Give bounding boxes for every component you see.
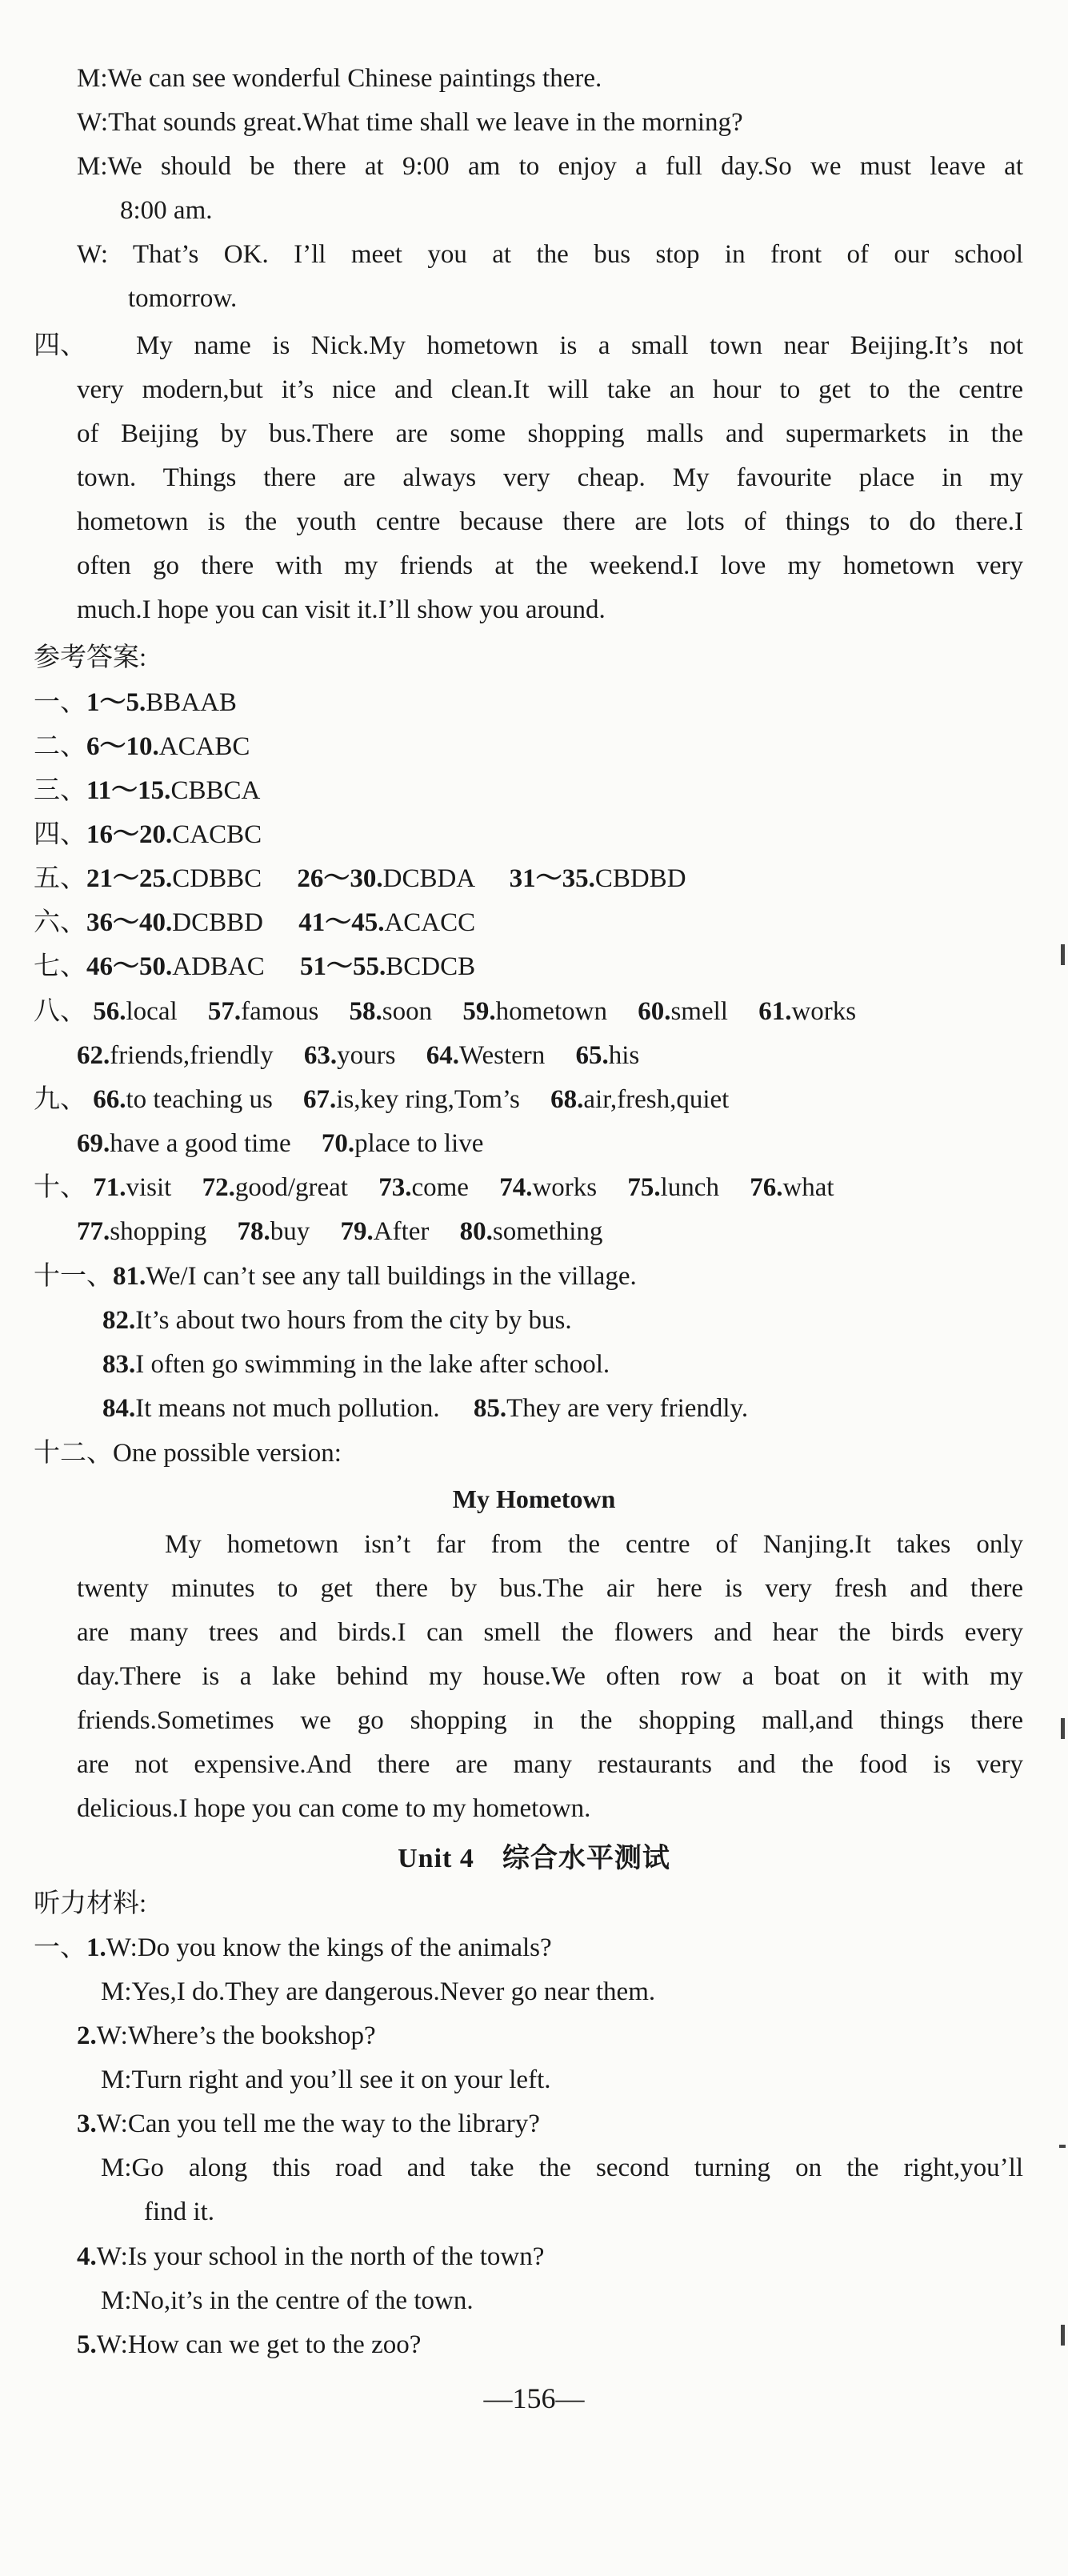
answer-row: 十二、One possible version: [34,1439,342,1468]
passage-line: much.I hope you can visit it.I’ll show you around. [77,595,606,624]
essay-line: are not expensive.And there are many restaurants and the food is very [77,1750,1023,1779]
listening-line: find it. [144,2197,214,2226]
passage-line: My name is Nick.My hometown is a small town near Beijing.It’s not [136,331,1023,360]
passage-line: town. Things there are always very cheap. My favourite place in my [77,463,1023,492]
answer-row: 七、46～50.ADBAC 51～55.BCDCB [34,952,476,981]
passage-line: of Beijing by bus.There are some shopping malls and supermarkets in the [77,419,1023,448]
answer-row: 四、16～20.CACBC [34,820,262,849]
essay-line: delicious.I hope you can come to my hometown. [77,1794,591,1823]
dialogue-line: W: That’s OK. I’ll meet you at the bus stop in front of our school [77,240,1023,269]
answer-row: 二、6～10.ACABC [34,732,250,761]
dialogue-line: M:We can see wonderful Chinese paintings there. [77,64,602,93]
margin-mark [1061,944,1065,965]
passage-line: hometown is the youth centre because there are lots of things to do there.I [77,507,1023,536]
answer-row: 十、 71.visit 72.good/great 73.come 74.works 75.lunch 76.what [34,1173,834,1202]
answer-row: 77.shopping 78.buy 79.After 80.something [77,1217,603,1246]
unit-title: Unit 4 综合水平测试 [398,1844,670,1873]
listening-line: M:Turn right and you’ll see it on your left. [101,2065,551,2094]
margin-mark [1061,1718,1065,1739]
answer-row: 六、36～40.DCBBD 41～45.ACACC [34,908,476,937]
answer-row: 82.It’s about two hours from the city by bus. [102,1306,572,1335]
answer-row: 69.have a good time 70.place to live [77,1129,484,1158]
answer-row: 84.It means not much pollution. 85.They are very friendly. [102,1394,749,1423]
listening-line: M:No,it’s in the centre of the town. [101,2286,474,2315]
answer-row: 一、1～5.BBAAB [34,688,237,717]
answer-row: 83.I often go swimming in the lake after school. [102,1350,610,1379]
listening-line: 一、1.W:Do you know the kings of the animals? [34,1933,552,1962]
listening-line: M:Go along this road and take the second turning on the right,you’ll [101,2153,1023,2182]
listening-line: 5.W:How can we get to the zoo? [77,2330,422,2359]
listening-line: M:Yes,I do.They are dangerous.Never go near them. [101,1977,656,2006]
answer-row: 十一、81.We/I can’t see any tall buildings in the village. [34,1262,637,1291]
page-number: —156— [483,2382,585,2414]
passage-line: very modern,but it’s nice and clean.It will take an hour to get to the centre [77,375,1023,404]
essay-line: are many trees and birds.I can smell the flowers and hear the birds every [77,1618,1023,1647]
answer-row: 五、21～25.CDBBC 26～30.DCBDA 31～35.CBDBD [34,864,686,893]
dialogue-line: W:That sounds great.What time shall we leave in the morning? [77,108,743,137]
answers-heading: 参考答案: [34,643,147,672]
answer-row: 三、11～15.CBBCA [34,776,261,805]
dialogue-line: M:We should be there at 9:00 am to enjoy a full day.So we must leave at [77,152,1023,181]
essay-line: day.There is a lake behind my house.We often row a boat on it with my [77,1662,1023,1691]
dialogue-line: 8:00 am. [120,196,213,225]
margin-mark [1061,2325,1065,2346]
listening-line: 3.W:Can you tell me the way to the library? [77,2109,540,2138]
listening-line: 2.W:Where’s the bookshop? [77,2021,376,2050]
essay-line: friends.Sometimes we go shopping in the shopping mall,and things there [77,1706,1023,1735]
passage-line: often go there with my friends at the weekend.I love my hometown very [77,551,1023,580]
essay-line: My hometown isn’t far from the centre of Nanjing.It takes only [165,1530,1023,1559]
answer-row: 九、 66.to teaching us 67.is,key ring,Tom’s 68.air,fresh,quiet [34,1085,730,1114]
margin-mark [1059,2145,1066,2148]
essay-line: twenty minutes to get there by bus.The air here is very fresh and there [77,1574,1023,1603]
answer-row: 八、 56.local 57.famous 58.soon 59.hometown 60.smell 61.works [34,997,857,1026]
section-label: 四、 [34,331,86,360]
listening-heading: 听力材料: [34,1889,147,1918]
essay-title: My Hometown [452,1484,616,1513]
dialogue-line: tomorrow. [128,284,238,313]
answer-row: 62.friends,friendly 63.yours 64.Western 65.his [77,1041,640,1070]
listening-line: 4.W:Is your school in the north of the town? [77,2242,545,2271]
